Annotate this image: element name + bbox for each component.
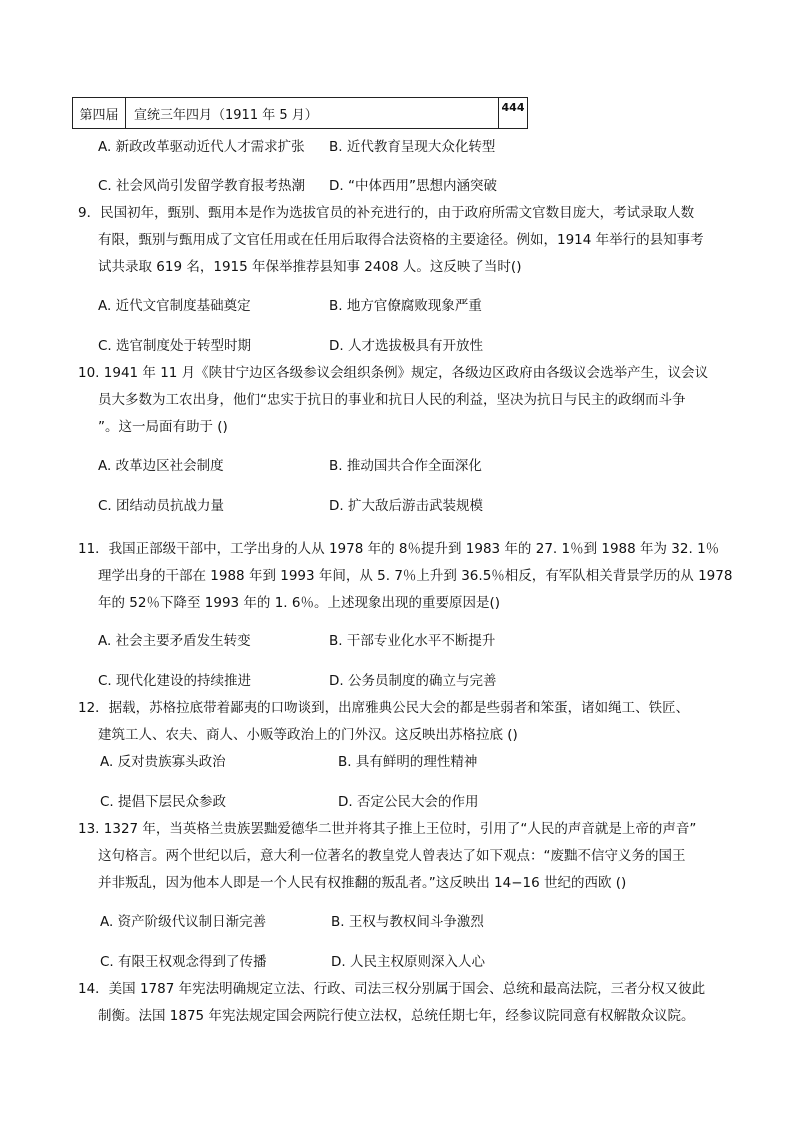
q13-option-d: D. 人民主权原则深入人心 <box>331 954 485 970</box>
q11-option-c: C. 现代化建设的持续推进 <box>98 673 252 689</box>
q14-stem-line-2: 制衡。法国 1875 年宪法规定国会两院行使立法权，总统任期七年，经参议院同意有权解散众议院。 <box>98 1008 695 1024</box>
table-cell-session: 第四届 <box>73 98 126 128</box>
q11-stem-line-3: 年的 52％下降至 1993 年的 1. 6％。上述现象出现的重要原因是() <box>98 595 500 611</box>
q11-stem-line-1: 11．我国正部级干部中，工学出身的人从 1978 年的 8％提升到 1983 年的 27. 1％到 1988 年为 32. 1％ <box>78 541 720 557</box>
q12-stem-line-2: 建筑工人、农夫、商人、小贩等政治上的门外汉。这反映出苏格拉底 () <box>98 727 518 743</box>
q12-option-d: D. 否定公民大会的作用 <box>338 794 479 810</box>
q9-stem-line-1: 9．民国初年，甄别、甄用本是作为选拔官员的补充进行的，由于政府所需文官数目庞大，考试录取人数 <box>78 205 695 221</box>
q9-option-a: A. 近代文官制度基础奠定 <box>98 298 251 314</box>
q10-stem-line-1: 10. 1941 年 11 月《陕甘宁边区各级参议会组织条例》规定，各级边区政府由各级议会选举产生，议会议 <box>78 365 709 381</box>
q11-option-b: B. 干部专业化水平不断提升 <box>329 633 496 649</box>
q10-stem-line-2: 员大多数为工农出身，他们“忠实于抗日的事业和抗日人民的利益，坚决为抗日与民主的政纲而斗争 <box>98 392 686 408</box>
q9-stem-line-2: 有限，甄别与甄用成了文官任用或在任用后取得合法资格的主要途径。例如，1914 年举行的县知事考 <box>98 232 704 248</box>
q10-option-a: A. 改革边区社会制度 <box>98 458 224 474</box>
exam-table-row <box>72 97 528 129</box>
q13-stem-line-2: 这句格言。两个世纪以后，意大利一位著名的教皇党人曾表达了如下观点：“废黜不信守义务的国王 <box>98 848 686 864</box>
q8-option-d: D. “中体西用”思想内涵突破 <box>329 178 497 194</box>
q12-option-b: B. 具有鲜明的理性精神 <box>338 754 478 770</box>
q11-option-a: A. 社会主要矛盾发生转变 <box>98 633 251 649</box>
q12-option-c: C. 提倡下层民众参政 <box>100 794 227 810</box>
q8-option-c: C. 社会风尚引发留学教育报考热潮 <box>98 178 306 194</box>
q12-option-a: A. 反对贵族寡头政治 <box>100 754 226 770</box>
q13-option-a: A. 资产阶级代议制日渐完善 <box>100 914 267 930</box>
q11-stem-line-2: 理学出身的干部在 1988 年到 1993 年间，从 5. 7％上升到 36.5％相反，有军队相关背景学历的从 1978 <box>98 568 733 584</box>
q10-option-d: D. 扩大敌后游击武装规模 <box>329 498 483 514</box>
table-cell-count: 444 <box>501 101 525 114</box>
q10-stem-line-3: ”。这一局面有助于 () <box>98 419 228 435</box>
q10-option-c: C. 团结动员抗战力量 <box>98 498 225 514</box>
q13-stem-line-1: 13. 1327 年，当英格兰贵族罢黜爱德华二世并将其子推上王位时，引用了“人民的声音就是上帝的声音” <box>78 821 697 837</box>
q13-option-c: C. 有限王权观念得到了传播 <box>100 954 267 970</box>
q9-option-b: B. 地方官僚腐败现象严重 <box>329 298 482 314</box>
q8-option-b: B. 近代教育呈现大众化转型 <box>329 139 496 155</box>
q9-stem-line-3: 试共录取 619 名，1915 年保举推荐县知事 2408 人。这反映了当时() <box>98 259 522 275</box>
q11-option-d: D. 公务员制度的确立与完善 <box>329 673 497 689</box>
q9-option-d: D. 人才选拔极具有开放性 <box>329 338 483 354</box>
q14-stem-line-1: 14．美国 1787 年宪法明确规定立法、行政、司法三权分别属于国会、总统和最高法院，三者分权又彼此 <box>78 981 706 997</box>
q8-option-a: A. 新政改革驱动近代人才需求扩张 <box>98 139 305 155</box>
q13-stem-line-3: 并非叛乱，因为他本人即是一个人民有权推翻的叛乱者。”这反映出 14−16 世纪的西欧 () <box>98 875 627 891</box>
q12-stem-line-1: 12．据载，苏格拉底带着鄙夷的口吻谈到，出席雅典公民大会的都是些弱者和笨蛋，诸如绳工、铁匠、 <box>78 700 690 716</box>
table-cell-date: 宣统三年四月（1911 年 5 月） <box>126 98 499 128</box>
q13-option-b: B. 王权与教权间斗争激烈 <box>331 914 484 930</box>
q10-option-b: B. 推动国共合作全面深化 <box>329 458 482 474</box>
q9-option-c: C. 选官制度处于转型时期 <box>98 338 252 354</box>
